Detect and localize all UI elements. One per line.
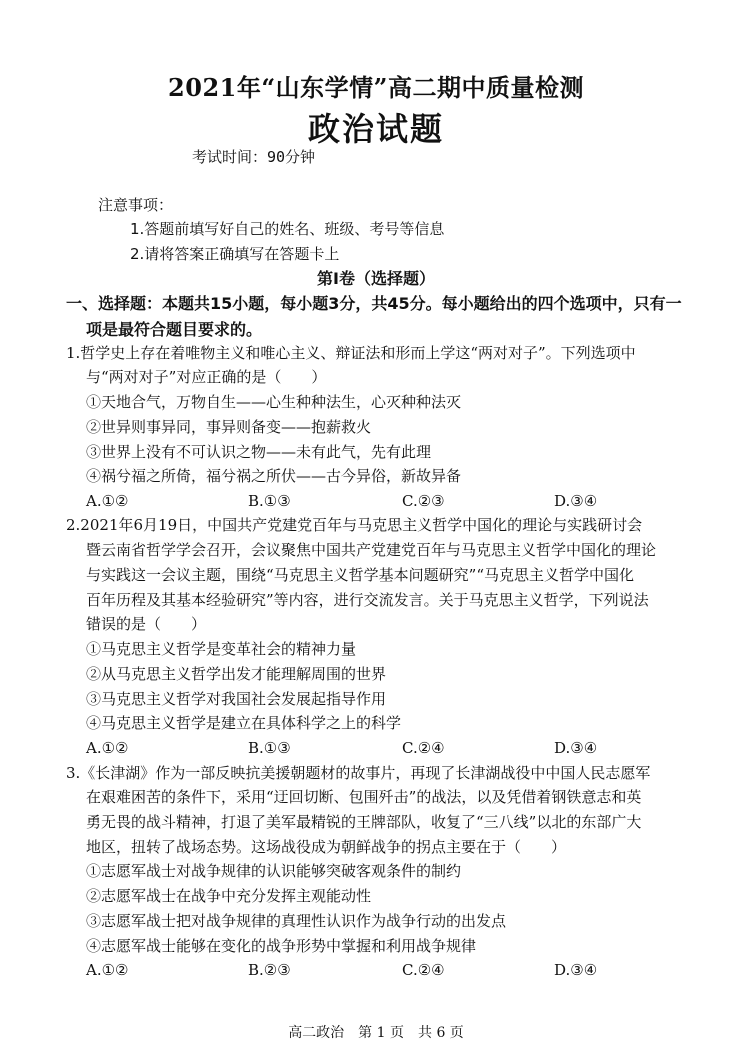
statement-option: ①天地合气，万物自生——心生种种法生，心灭种种法灭 bbox=[86, 393, 462, 411]
section-instruction: 一、选择题：本题共15小题，每小题3分，共45分。每小题给出的四个选项中，只有一 bbox=[66, 294, 682, 313]
section-instruction-cont: 项是最符合题目要求的。 bbox=[86, 320, 263, 339]
statement-option: ①志愿军战士对战争规律的认识能够突破客观条件的制约 bbox=[86, 862, 462, 880]
statement-option: ③世界上没有不可认识之物——未有此气，先有此理 bbox=[86, 443, 432, 461]
answer-choices bbox=[86, 960, 646, 980]
question-stem: 3.《长津湖》作为一部反映抗美援朝题材的故事片，再现了长津湖战役中中国人民志愿军 bbox=[66, 764, 651, 782]
choice-c: C.②④ bbox=[402, 961, 445, 979]
section-title: 第Ⅰ卷（选择题） bbox=[317, 269, 435, 288]
page-footer: 高二政治 第 1 页 共 6 页 bbox=[288, 1025, 464, 1041]
exam-time: 考试时间：90分钟 bbox=[192, 148, 316, 166]
answer-choices bbox=[86, 491, 646, 511]
statement-option: ③马克思主义哲学对我国社会发展起指导作用 bbox=[86, 690, 387, 708]
subject-title: 政治试题 bbox=[307, 110, 444, 148]
question-stem: 2.2021年6月19日，中国共产党建党百年与马克思主义哲学中国化的理论与实践研讨会 bbox=[66, 516, 643, 534]
choice-c: C.②③ bbox=[402, 492, 445, 510]
answer-choices bbox=[86, 738, 646, 758]
choice-b: B.②③ bbox=[248, 961, 291, 979]
statement-option: ②志愿军战士在战争中充分发挥主观能动性 bbox=[86, 887, 372, 905]
note-item: 2.请将答案正确填写在答题卡上 bbox=[130, 245, 340, 263]
statement-option: ③志愿军战士把对战争规律的真理性认识作为战争行动的出发点 bbox=[86, 912, 507, 930]
choice-d: D.③④ bbox=[554, 739, 598, 757]
choice-d: D.③④ bbox=[554, 492, 598, 510]
question-stem: 1.哲学史上存在着唯物主义和唯心主义、辩证法和形而上学这“两对对子”。下列选项中 bbox=[66, 344, 636, 362]
statement-option: ①马克思主义哲学是变革社会的精神力量 bbox=[86, 640, 357, 658]
notes-title: 注意事项： bbox=[98, 196, 174, 214]
statement-option: ④志愿军战士能够在变化的战争形势中掌握和利用战争规律 bbox=[86, 937, 477, 955]
statement-option: ④祸兮福之所倚，福兮祸之所伏——古今异俗，新故异备 bbox=[86, 467, 462, 485]
choice-b: B.①③ bbox=[248, 739, 291, 757]
statement-option: ②世异则事异同，事异则备变——抱薪救火 bbox=[86, 418, 372, 436]
question-stem: 百年历程及其基本经验研究”等内容，进行交流发言。关于马克思主义哲学，下列说法 bbox=[86, 591, 649, 609]
question-stem: 地区，扭转了战场态势。这场战役成为朝鲜战争的拐点主要在于（ ） bbox=[86, 838, 567, 856]
choice-a: A.①② bbox=[86, 961, 129, 979]
choice-c: C.②④ bbox=[402, 739, 445, 757]
question-stem: 与“两对对子”对应正确的是（ ） bbox=[86, 368, 327, 386]
note-item: 1.答题前填写好自己的姓名、班级、考号等信息 bbox=[130, 220, 445, 238]
question-stem: 勇无畏的战斗精神，打退了美军最精锐的王牌部队，收复了“三八线”以北的东部广大 bbox=[86, 813, 642, 831]
choice-a: A.①② bbox=[86, 492, 129, 510]
choice-b: B.①③ bbox=[248, 492, 291, 510]
question-stem: 暨云南省哲学学会召开，会议聚焦中国共产党建党百年与马克思主义哲学中国化的理论 bbox=[86, 541, 657, 559]
choice-d: D.③④ bbox=[554, 961, 598, 979]
statement-option: ④马克思主义哲学是建立在具体科学之上的科学 bbox=[86, 714, 402, 732]
question-stem: 错误的是（ ） bbox=[86, 615, 207, 633]
choice-a: A.①② bbox=[86, 739, 129, 757]
statement-option: ②从马克思主义哲学出发才能理解周围的世界 bbox=[86, 665, 387, 683]
question-stem: 在艰难困苦的条件下，采用“迂回切断、包围歼击”的战法，以及凭借着钢铁意志和英 bbox=[86, 788, 642, 806]
exam-title: 2021年“山东学情”高二期中质量检测 bbox=[168, 73, 584, 102]
question-stem: 与实践这一会议主题，围绕“马克思主义哲学基本问题研究”“马克思主义哲学中国化 bbox=[86, 566, 635, 584]
